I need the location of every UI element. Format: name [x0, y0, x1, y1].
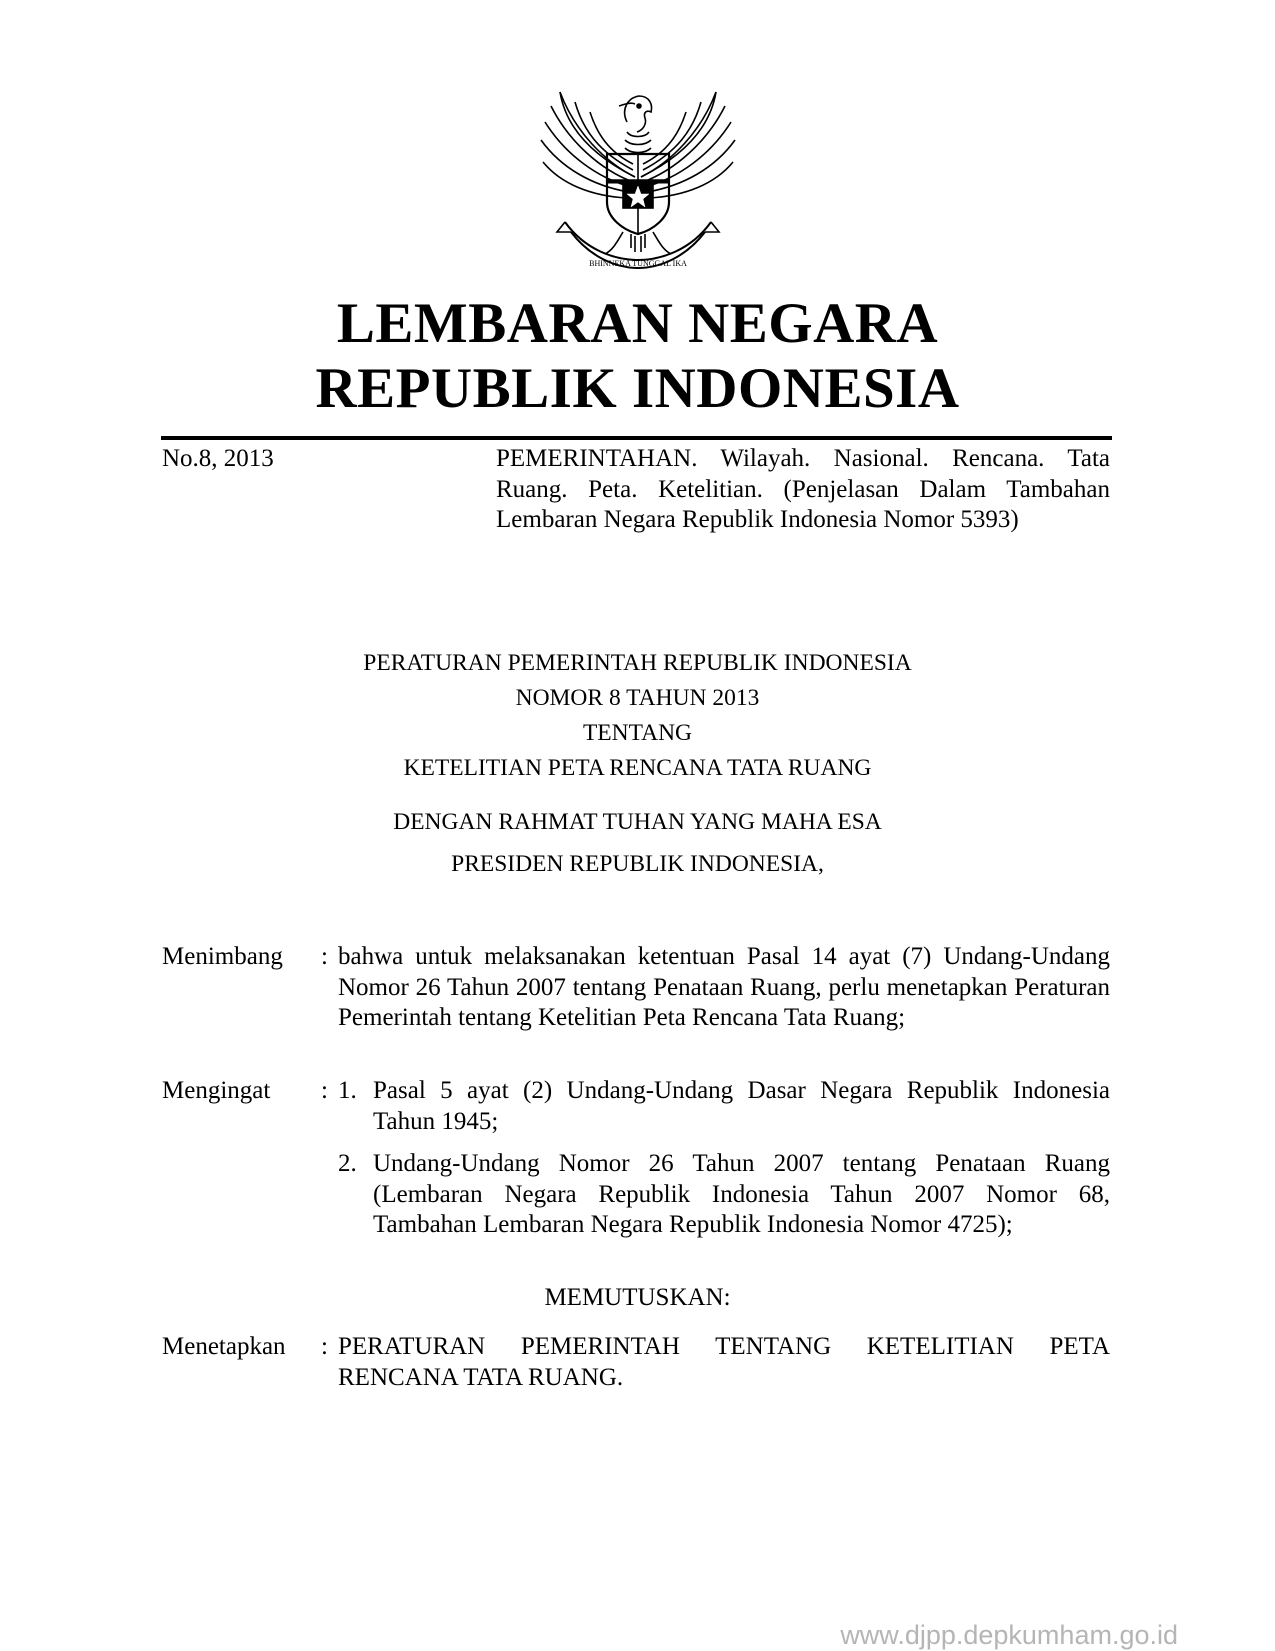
- gazette-subject: PEMERINTAHAN. Wilayah. Nasional. Rencana. Tata Ruang. Peta. Ketelitian. (Penjelasan Dalam Tambahan Lembaran Negara Republik Indonesia Nomor 5393): [496, 445, 1110, 533]
- menetapkan-colon: :: [321, 1333, 328, 1360]
- gazette-number: No.8, 2013: [162, 445, 274, 472]
- preamble-president: PRESIDEN REPUBLIK INDONESIA,: [451, 851, 824, 877]
- mengingat-colon: :: [321, 1077, 328, 1104]
- menimbang-text: bahwa untuk melaksanakan ketentuan Pasal 14 ayat (7) Undang-Undang Nomor 26 Tahun 2007 tentang Penataan Ruang, perlu menetapkan Peraturan Pemerintah tentang Ketelitian Peta Rencana Tata Ruang;: [338, 943, 1110, 1031]
- memutuskan-heading: MEMUTUSKAN:: [544, 1284, 731, 1311]
- menimbang-label: Menimbang: [162, 943, 283, 970]
- masthead-line2: REPUBLIK INDONESIA: [315, 357, 960, 420]
- emblem-motto: BHINNEKA TUNGGAL IKA: [589, 259, 687, 268]
- mengingat-item-2-text: Undang-Undang Nomor 26 Tahun 2007 tentang Penataan Ruang (Lembaran Negara Republik Indonesia Tahun 2007 Nomor 68, Tambahan Lembaran Negara Republik Indonesia Nomor 4725);: [373, 1150, 1110, 1238]
- menetapkan-label: Menetapkan: [162, 1333, 286, 1360]
- regulation-number: NOMOR 8 TAHUN 2013: [515, 685, 760, 711]
- regulation-tentang: TENTANG: [582, 720, 693, 746]
- menimbang-colon: :: [321, 943, 328, 970]
- mengingat-item-2-number: 2.: [338, 1150, 357, 1177]
- mengingat-item-1-text: Pasal 5 ayat (2) Undang-Undang Dasar Negara Republik Indonesia Tahun 1945;: [373, 1077, 1110, 1135]
- regulation-title: PERATURAN PEMERINTAH REPUBLIK INDONESIA: [363, 650, 912, 676]
- mengingat-label: Mengingat: [162, 1077, 271, 1104]
- masthead-line1: LEMBARAN NEGARA: [336, 292, 939, 355]
- preamble-invocation: DENGAN RAHMAT TUHAN YANG MAHA ESA: [393, 809, 882, 835]
- mengingat-item-1-number: 1.: [338, 1077, 357, 1104]
- garuda-pancasila-emblem-icon: [535, 82, 741, 278]
- menetapkan-text: PERATURAN PEMERINTAH TENTANG KETELITIAN PETA RENCANA TATA RUANG.: [338, 1333, 1110, 1391]
- masthead-rule: [161, 436, 1112, 440]
- watermark-url: www.djpp.depkumham.go.id: [840, 1620, 1178, 1650]
- regulation-subject: KETELITIAN PETA RENCANA TATA RUANG: [403, 755, 872, 781]
